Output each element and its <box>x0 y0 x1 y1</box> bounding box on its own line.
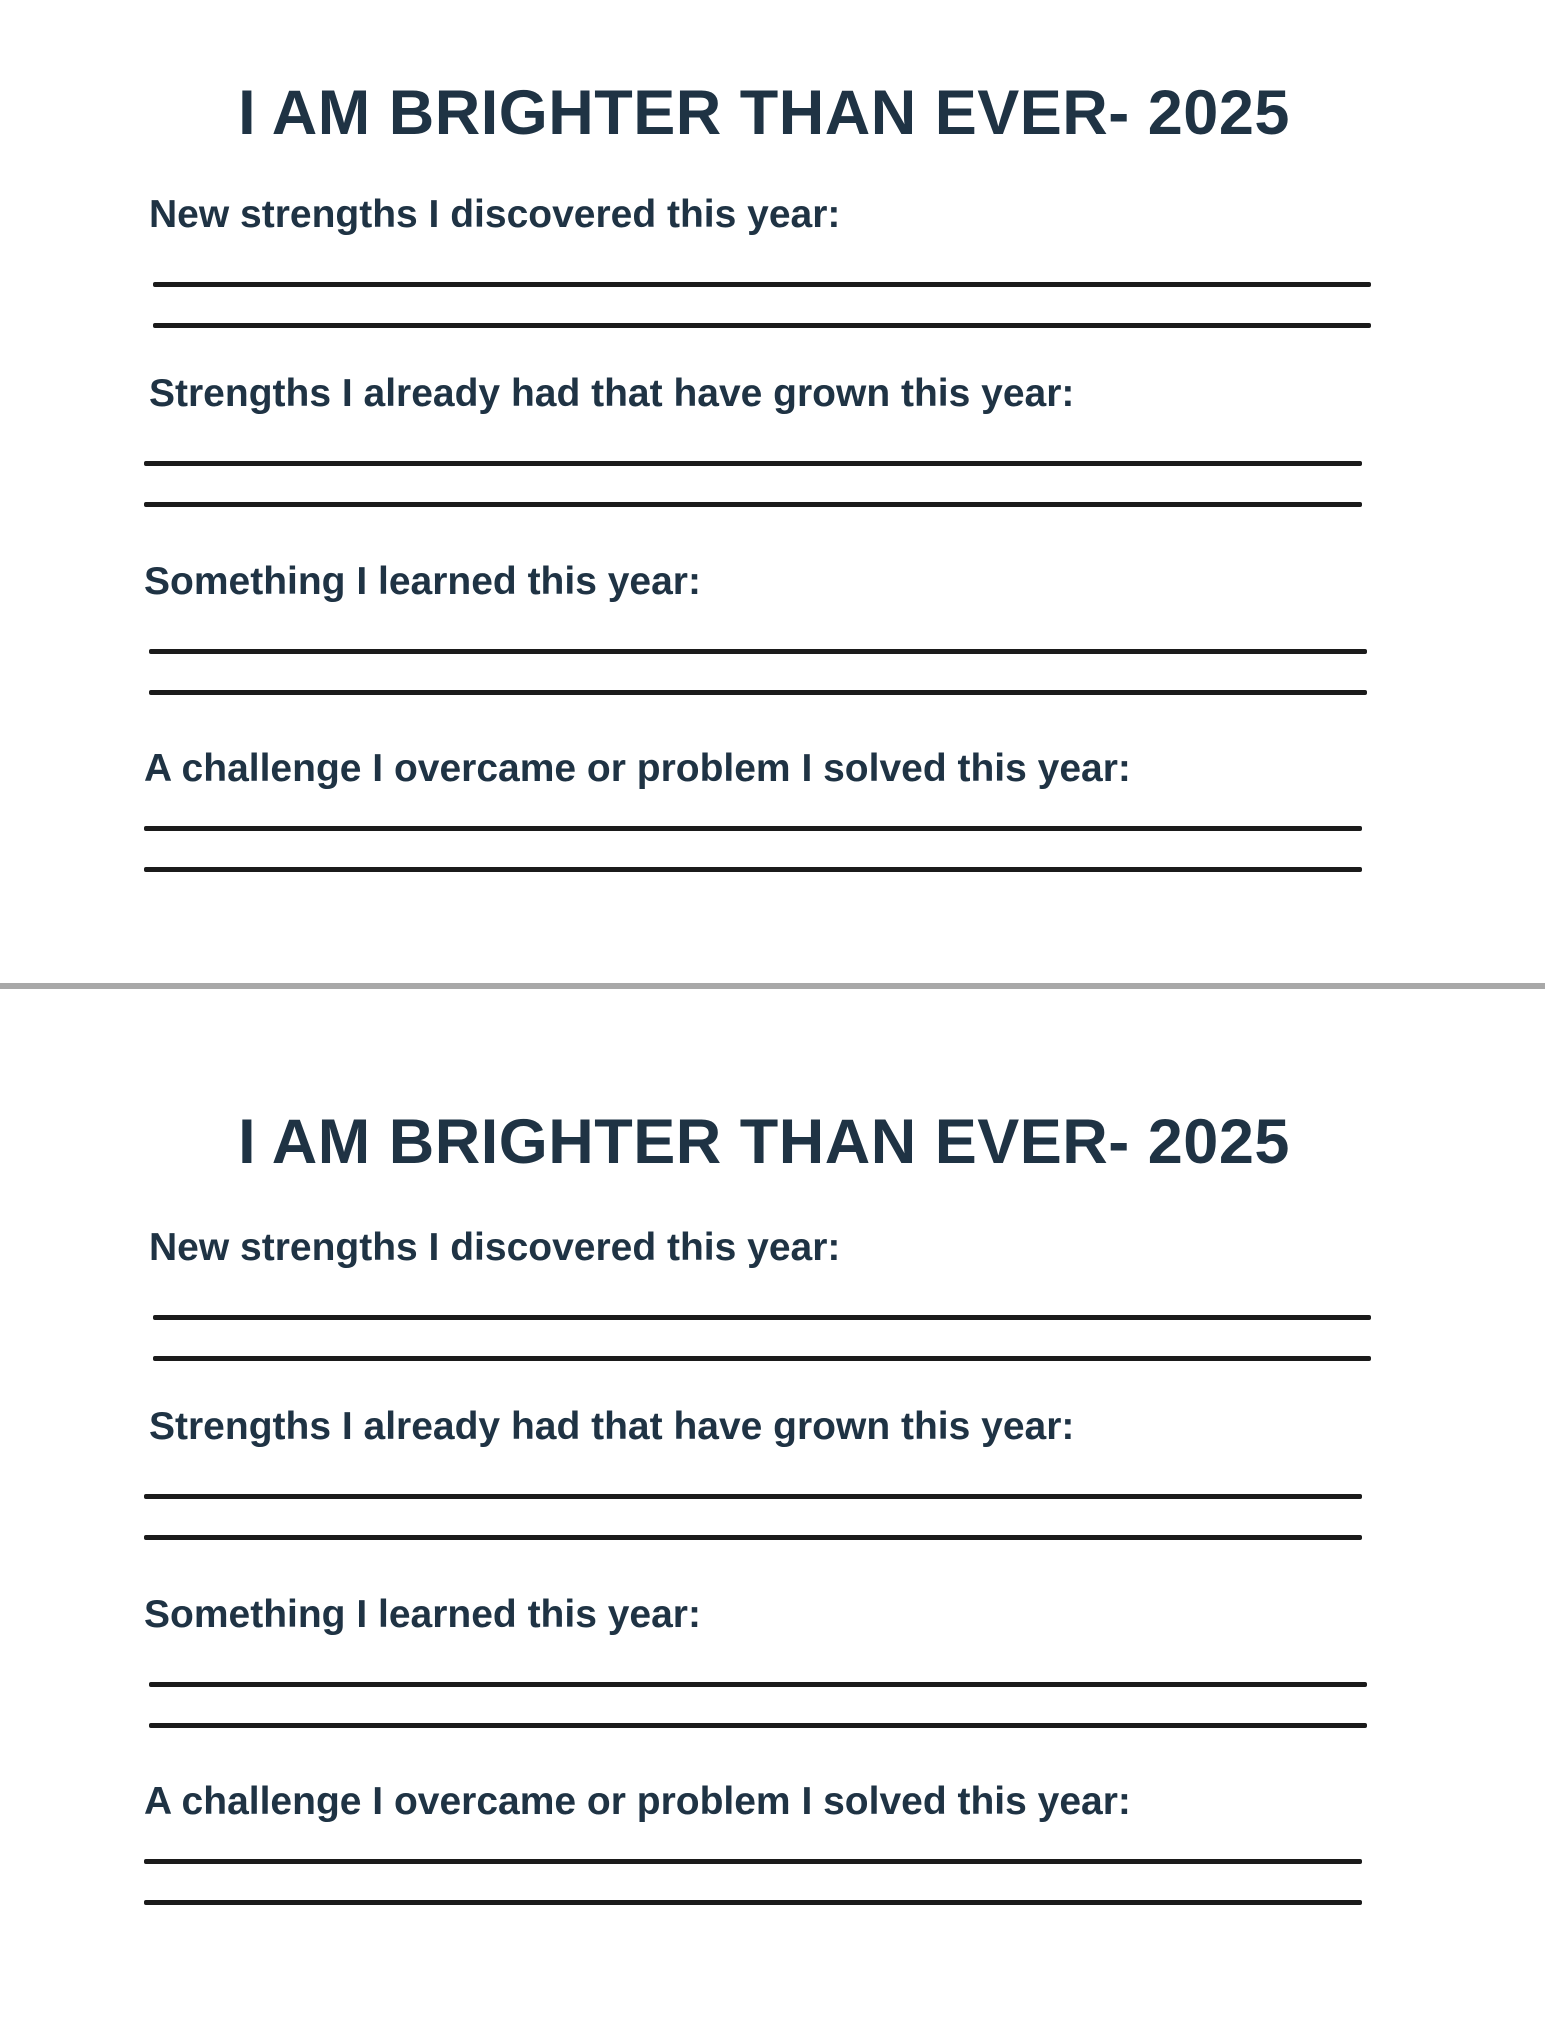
writing-line[interactable] <box>149 1723 1367 1728</box>
worksheet-title: I AM BRIGHTER THAN EVER- 2025 <box>238 78 1290 148</box>
writing-line[interactable] <box>153 323 1371 328</box>
writing-line[interactable] <box>153 282 1371 287</box>
writing-line[interactable] <box>144 1900 1362 1905</box>
writing-line[interactable] <box>153 1356 1371 1361</box>
worksheet-title: I AM BRIGHTER THAN EVER- 2025 <box>238 1107 1290 1177</box>
writing-line[interactable] <box>149 649 1367 654</box>
prompt-challenge-overcome: A challenge I overcame or problem I solved this year: <box>144 747 1131 790</box>
writing-line[interactable] <box>144 1494 1362 1499</box>
writing-line[interactable] <box>153 1315 1371 1320</box>
worksheet-top <box>0 0 1545 985</box>
writing-line[interactable] <box>144 826 1362 831</box>
cut-divider <box>0 983 1545 989</box>
prompt-challenge-overcome: A challenge I overcame or problem I solved this year: <box>144 1780 1131 1823</box>
writing-line[interactable] <box>144 1535 1362 1540</box>
prompt-grown-strengths: Strengths I already had that have grown this year: <box>149 1405 1075 1448</box>
writing-line[interactable] <box>144 1859 1362 1864</box>
prompt-something-learned: Something I learned this year: <box>144 1593 701 1636</box>
prompt-new-strengths: New strengths I discovered this year: <box>149 1226 841 1269</box>
writing-line[interactable] <box>144 461 1362 466</box>
writing-line[interactable] <box>149 690 1367 695</box>
writing-line[interactable] <box>144 502 1362 507</box>
prompt-new-strengths: New strengths I discovered this year: <box>149 193 841 236</box>
worksheet-bottom <box>0 1034 1545 2019</box>
writing-line[interactable] <box>149 1682 1367 1687</box>
prompt-something-learned: Something I learned this year: <box>144 560 701 603</box>
prompt-grown-strengths: Strengths I already had that have grown this year: <box>149 372 1075 415</box>
writing-line[interactable] <box>144 867 1362 872</box>
